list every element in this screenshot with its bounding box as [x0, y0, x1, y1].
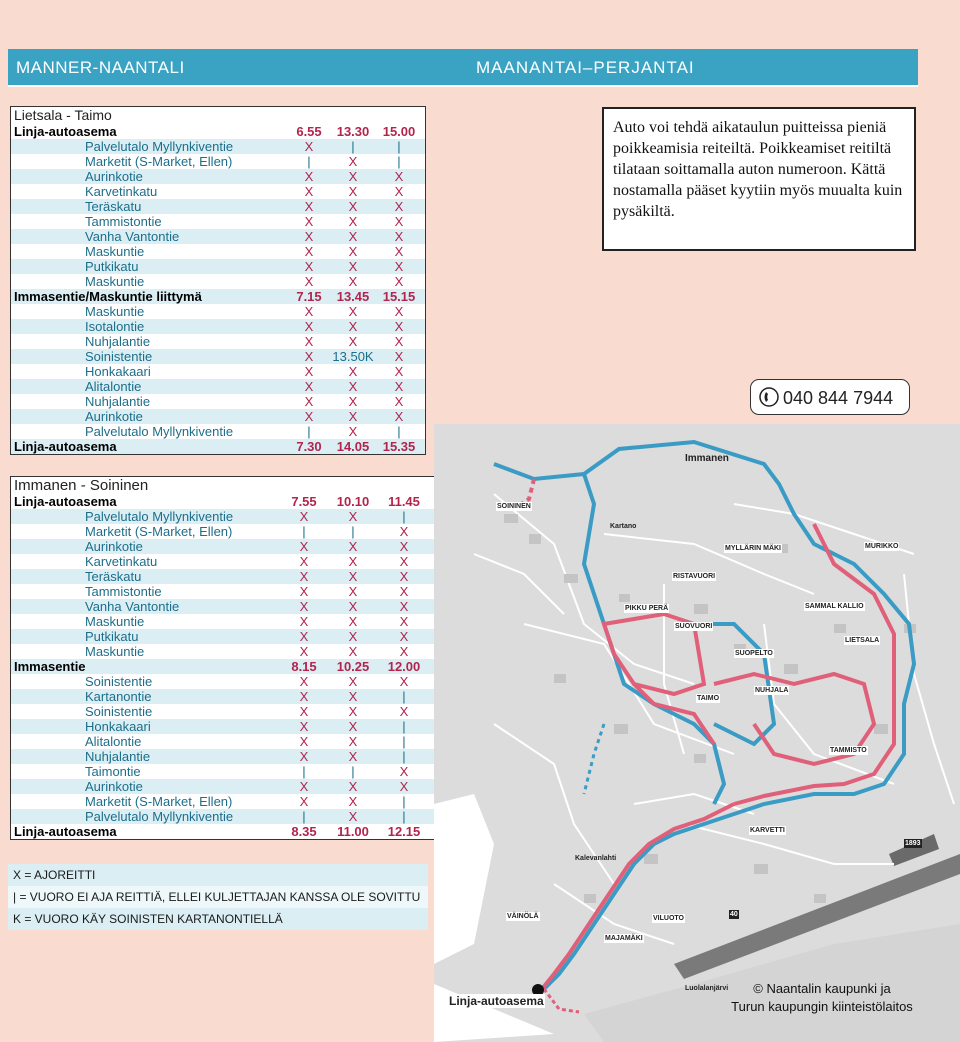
schedule-cell: X	[299, 509, 309, 524]
schedule-cell: 12.15	[387, 824, 421, 839]
schedule-cell: 11.45	[388, 494, 420, 509]
schedule-cell: X	[348, 644, 358, 659]
schedule-cell: X	[394, 184, 404, 199]
schedule-cell: X	[348, 704, 358, 719]
timetable-row	[11, 409, 425, 424]
timetable-row	[11, 199, 425, 214]
stop-name: Linja-autoasema	[14, 494, 117, 509]
timetable-row	[11, 539, 479, 554]
timetable-row	[11, 154, 425, 169]
schedule-cell: |	[402, 809, 406, 824]
schedule-cell: X	[299, 719, 309, 734]
schedule-cell: X	[299, 614, 309, 629]
schedule-cell: X	[348, 674, 358, 689]
schedule-cell: X	[299, 599, 309, 614]
schedule-cell: |	[402, 734, 406, 749]
timetable-row	[11, 599, 479, 614]
schedule-cell: X	[304, 259, 314, 274]
timetable-immanen-soininen	[10, 476, 480, 840]
schedule-cell: |	[307, 424, 311, 439]
schedule-cell: X	[348, 779, 358, 794]
map-label: NUHJALA	[755, 687, 789, 694]
schedule-cell: X	[399, 704, 409, 719]
stop-name: Maskuntie	[85, 244, 145, 259]
schedule-cell: X	[399, 644, 409, 659]
timetable-row	[11, 689, 479, 704]
schedule-cell: 12.00	[387, 659, 421, 674]
schedule-cell: |	[397, 424, 401, 439]
schedule-cell: X	[304, 409, 314, 424]
map-label: LIETSALA	[845, 637, 880, 644]
timetable-row	[11, 349, 425, 364]
stop-name: Teräskatu	[85, 569, 142, 584]
schedule-cell: X	[394, 244, 404, 259]
stop-name: Palvelutalo Myllynkiventie	[85, 809, 234, 824]
timetable-row	[11, 749, 479, 764]
stop-name: Isotalontie	[85, 319, 145, 334]
timetable-row	[11, 494, 479, 509]
schedule-cell: |	[302, 809, 306, 824]
timetable-row	[11, 169, 425, 184]
timetable-row	[11, 509, 479, 524]
legend-route: X = AJOREITTI	[8, 864, 428, 886]
schedule-cell: X	[394, 394, 404, 409]
map-label: VÄINÖLÄ	[507, 913, 539, 920]
schedule-cell: X	[348, 364, 358, 379]
schedule-cell: X	[348, 169, 358, 184]
schedule-cell: X	[348, 214, 358, 229]
schedule-cell: X	[394, 409, 404, 424]
timetable-row	[11, 794, 479, 809]
schedule-cell: X	[304, 349, 314, 364]
schedule-cell: X	[348, 184, 358, 199]
stop-name: Aurinkotie	[85, 169, 143, 184]
stop-name: Tammistontie	[85, 214, 162, 229]
schedule-cell: X	[348, 749, 358, 764]
schedule-cell: X	[399, 569, 409, 584]
legend-no-route: | = VUORO EI AJA REITTIÄ, ELLEI KULJETTAJAN KANSSA OLE SOVITTU	[8, 886, 428, 908]
schedule-cell: |	[402, 749, 406, 764]
route-map	[434, 424, 960, 1042]
timetable-row	[11, 229, 425, 244]
schedule-cell: 8.35	[291, 824, 317, 839]
timetable-row	[11, 704, 479, 719]
schedule-cell: X	[348, 304, 358, 319]
copyright-note	[722, 980, 922, 1016]
stop-name: Nuhjalantie	[85, 394, 151, 409]
schedule-cell: X	[394, 364, 404, 379]
schedule-cell: X	[394, 169, 404, 184]
stop-name: Karvetinkatu	[85, 554, 158, 569]
map-label: TAIMO	[697, 695, 720, 702]
timetable-row	[11, 364, 425, 379]
schedule-cell: X	[348, 689, 358, 704]
schedule-cell: X	[304, 214, 314, 229]
schedule-cell: X	[299, 569, 309, 584]
schedule-cell: X	[348, 199, 358, 214]
schedule-cell: 10.25	[336, 659, 370, 674]
schedule-cell: X	[299, 644, 309, 659]
stop-name: Palvelutalo Myllynkiventie	[85, 509, 234, 524]
stop-name: Linja-autoasema	[14, 824, 117, 839]
schedule-cell: X	[304, 319, 314, 334]
schedule-cell: X	[348, 569, 358, 584]
stop-name: Soinistentie	[85, 349, 153, 364]
stop-name: Vanha Vantontie	[85, 599, 180, 614]
schedule-cell: X	[304, 139, 314, 154]
timetable-title: Lietsala - Taimo	[11, 107, 425, 124]
schedule-cell: 8.15	[291, 659, 317, 674]
schedule-cell: X	[304, 304, 314, 319]
schedule-cell: X	[399, 524, 409, 539]
schedule-cell: |	[402, 719, 406, 734]
schedule-cell: |	[307, 154, 311, 169]
schedule-cell: X	[399, 554, 409, 569]
timetable-rows	[11, 124, 425, 454]
map-graphic	[434, 424, 960, 1042]
schedule-cell: X	[304, 169, 314, 184]
timetable-row	[11, 584, 479, 599]
schedule-cell: X	[304, 394, 314, 409]
schedule-cell: X	[394, 304, 404, 319]
copyright-line-2: Turun kaupungin kiinteistölaitos	[731, 999, 913, 1014]
schedule-cell: |	[397, 154, 401, 169]
timetable-row	[11, 334, 425, 349]
stop-name: Putkikatu	[85, 629, 139, 644]
timetable-row	[11, 524, 479, 539]
stop-name: Vanha Vantontie	[85, 229, 180, 244]
schedule-cell: X	[299, 539, 309, 554]
stop-name: Soinistentie	[85, 674, 153, 689]
stop-name: Aurinkotie	[85, 409, 143, 424]
schedule-cell: X	[299, 674, 309, 689]
schedule-cell: 10.10	[336, 494, 370, 509]
phone-box[interactable]	[750, 379, 910, 415]
stop-name: Alitalontie	[85, 734, 142, 749]
map-label: MAJAMÄKI	[605, 935, 643, 942]
bus-station-label: Linja-autoasema	[449, 994, 544, 1008]
schedule-cell: X	[348, 584, 358, 599]
schedule-cell: X	[348, 244, 358, 259]
schedule-cell: X	[399, 539, 409, 554]
schedule-cell: |	[351, 524, 355, 539]
stop-name: Palvelutalo Myllynkiventie	[85, 424, 234, 439]
stop-name: Nuhjalantie	[85, 334, 151, 349]
map-label: Kartano	[610, 523, 637, 530]
stop-name: Maskuntie	[85, 644, 145, 659]
schedule-cell: |	[397, 139, 401, 154]
schedule-cell: X	[299, 584, 309, 599]
timetable-row	[11, 259, 425, 274]
map-label: RISTAVUORI	[673, 573, 716, 580]
stop-name: Immasentie/Maskuntie liittymä	[14, 289, 202, 304]
schedule-cell: X	[348, 809, 358, 824]
map-label: 40	[730, 911, 738, 918]
schedule-cell: X	[394, 334, 404, 349]
timetable-rows	[11, 494, 479, 839]
legend-kartanontie: K = VUORO KÄY SOINISTEN KARTANONTIELLÄ	[8, 908, 428, 930]
stop-name: Maskuntie	[85, 274, 145, 289]
schedule-cell: X	[394, 349, 404, 364]
schedule-cell: X	[299, 779, 309, 794]
schedule-cell: X	[394, 259, 404, 274]
schedule-cell: X	[348, 409, 358, 424]
schedule-cell: 15.35	[382, 439, 416, 454]
timetable-row	[11, 244, 425, 259]
schedule-cell: X	[348, 599, 358, 614]
schedule-cell: X	[348, 554, 358, 569]
timetable-row	[11, 424, 425, 439]
phone-icon	[759, 387, 779, 407]
schedule-cell: X	[348, 794, 358, 809]
schedule-cell: X	[299, 749, 309, 764]
schedule-cell: X	[299, 704, 309, 719]
schedule-cell: X	[299, 734, 309, 749]
timetable-row	[11, 569, 479, 584]
schedule-cell: X	[304, 184, 314, 199]
schedule-cell: X	[348, 274, 358, 289]
header-bar	[8, 49, 918, 87]
schedule-cell: X	[299, 629, 309, 644]
schedule-cell: X	[304, 364, 314, 379]
stop-name: Aurinkotie	[85, 779, 143, 794]
schedule-cell: X	[399, 614, 409, 629]
timetable-row	[11, 659, 479, 674]
schedule-cell: X	[348, 379, 358, 394]
schedule-cell: X	[348, 154, 358, 169]
schedule-cell: 15.15	[382, 289, 416, 304]
schedule-cell: X	[299, 794, 309, 809]
schedule-cell: X	[348, 334, 358, 349]
schedule-cell: X	[304, 379, 314, 394]
timetable-row	[11, 674, 479, 689]
stop-name: Soinistentie	[85, 704, 153, 719]
schedule-cell: |	[402, 794, 406, 809]
stop-name: Linja-autoasema	[14, 439, 117, 454]
schedule-cell: |	[402, 689, 406, 704]
map-label: SOININEN	[497, 503, 531, 510]
stop-name: Tammistontie	[85, 584, 162, 599]
phone-number: 040 844 7944	[783, 388, 894, 408]
schedule-cell: X	[304, 334, 314, 349]
stop-name: Aurinkotie	[85, 539, 143, 554]
stop-name: Marketit (S-Market, Ellen)	[85, 794, 233, 809]
stop-name: Maskuntie	[85, 614, 145, 629]
map-label: Immanen	[685, 453, 729, 464]
schedule-cell: X	[394, 274, 404, 289]
schedule-cell: X	[304, 274, 314, 289]
schedule-cell: |	[351, 139, 355, 154]
schedule-cell: 13.50K	[332, 349, 374, 364]
stop-name: Palvelutalo Myllynkiventie	[85, 139, 234, 154]
schedule-cell: 13.45	[336, 289, 370, 304]
map-label: Kalevanlahti	[575, 855, 617, 862]
map-label: SUOPELTO	[735, 650, 773, 657]
copyright-line-1: © Naantalin kaupunki ja	[753, 981, 891, 996]
schedule-cell: X	[399, 629, 409, 644]
schedule-cell: X	[348, 394, 358, 409]
schedule-cell: X	[299, 689, 309, 704]
timetable-row	[11, 439, 425, 454]
schedule-cell: 15.00	[382, 124, 416, 139]
schedule-cell: X	[394, 319, 404, 334]
map-label: MURIKKO	[865, 543, 899, 550]
map-label: Luolalanjärvi	[685, 985, 729, 992]
schedule-cell: X	[304, 199, 314, 214]
schedule-cell: X	[348, 719, 358, 734]
stop-name: Honkakaari	[85, 719, 151, 734]
timetable-row	[11, 644, 479, 659]
timetable-row	[11, 629, 479, 644]
schedule-cell: |	[351, 764, 355, 779]
timetable-row	[11, 734, 479, 749]
stop-name: Nuhjalantie	[85, 749, 151, 764]
schedule-cell: 7.55	[291, 494, 317, 509]
schedule-cell: 14.05	[336, 439, 370, 454]
timetable-row	[11, 184, 425, 199]
days-title: MAANANTAI–PERJANTAI	[476, 58, 695, 77]
stop-name: Marketit (S-Market, Ellen)	[85, 154, 233, 169]
timetable-row	[11, 139, 425, 154]
route-title: MANNER-NAANTALI	[16, 58, 185, 77]
schedule-cell: X	[399, 779, 409, 794]
map-label: SUOVUORI	[675, 623, 713, 630]
schedule-cell: X	[394, 214, 404, 229]
schedule-cell: X	[348, 629, 358, 644]
schedule-cell: X	[348, 614, 358, 629]
schedule-cell: X	[348, 734, 358, 749]
schedule-cell: X	[299, 554, 309, 569]
timetable-lietsala-taimo	[10, 106, 426, 455]
schedule-cell: X	[348, 319, 358, 334]
schedule-cell: X	[348, 424, 358, 439]
schedule-cell: X	[304, 244, 314, 259]
stop-name: Maskuntie	[85, 304, 145, 319]
timetable-row	[11, 764, 479, 779]
schedule-cell: 7.30	[296, 439, 322, 454]
stop-name: Putkikatu	[85, 259, 139, 274]
stop-name: Karvetinkatu	[85, 184, 158, 199]
map-label: MYLLÄRIN MÄKI	[725, 545, 781, 552]
timetable-row	[11, 379, 425, 394]
map-label: PIKKU PERÄ	[625, 605, 669, 612]
schedule-cell: X	[304, 229, 314, 244]
stop-name: Marketit (S-Market, Ellen)	[85, 524, 233, 539]
timetable-row	[11, 824, 479, 839]
timetable-row	[11, 554, 479, 569]
legend	[8, 864, 428, 930]
timetable-row	[11, 779, 479, 794]
timetable-row	[11, 289, 425, 304]
schedule-cell: X	[394, 379, 404, 394]
timetable-row	[11, 124, 425, 139]
schedule-cell: X	[399, 584, 409, 599]
stop-name: Kartanontie	[85, 689, 152, 704]
schedule-cell: 13.30	[336, 124, 370, 139]
schedule-cell: X	[399, 599, 409, 614]
map-label: 1893	[905, 840, 921, 847]
timetable-row	[11, 614, 479, 629]
schedule-cell: 11.00	[337, 824, 369, 839]
timetable-row	[11, 719, 479, 734]
stop-name: Honkakaari	[85, 364, 151, 379]
schedule-cell: X	[348, 259, 358, 274]
timetable-row	[11, 809, 479, 824]
stop-name: Teräskatu	[85, 199, 142, 214]
timetable-row	[11, 319, 425, 334]
stop-name: Linja-autoasema	[14, 124, 117, 139]
notice-box: Auto voi tehdä aikataulun puitteissa pieniä poikkeamisia reiteiltä. Poikkeamiset reitiltä tilataan soittamalla auton numeroon. Kättä nostamalla pääset kyytiin myös muualta kuin pysäkiltä.	[602, 107, 916, 251]
schedule-cell: 6.55	[296, 124, 322, 139]
schedule-cell: X	[394, 229, 404, 244]
timetable-title: Immanen - Soininen	[11, 477, 479, 494]
schedule-cell: |	[402, 509, 406, 524]
schedule-cell: X	[348, 509, 358, 524]
schedule-cell: X	[399, 764, 409, 779]
timetable-row	[11, 214, 425, 229]
map-label: SAMMAL KALLIO	[805, 603, 864, 610]
map-label: KARVETTI	[750, 827, 785, 834]
timetable-row	[11, 304, 425, 319]
timetable-row	[11, 274, 425, 289]
map-label: TAMMISTO	[830, 747, 867, 754]
stop-name: Immasentie	[14, 659, 86, 674]
schedule-cell: X	[348, 229, 358, 244]
schedule-cell: |	[302, 764, 306, 779]
map-label: VILUOTO	[653, 915, 684, 922]
timetable-row	[11, 394, 425, 409]
schedule-cell: 7.15	[296, 289, 322, 304]
schedule-cell: X	[348, 539, 358, 554]
schedule-cell: |	[302, 524, 306, 539]
schedule-cell: X	[394, 199, 404, 214]
stop-name: Taimontie	[85, 764, 141, 779]
schedule-cell: X	[399, 674, 409, 689]
stop-name: Alitalontie	[85, 379, 142, 394]
